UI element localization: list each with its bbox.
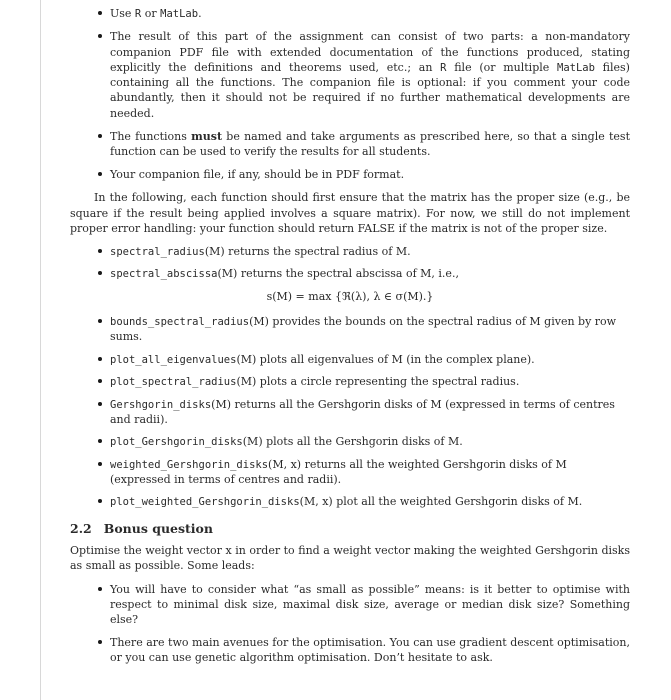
spectral-abscissa-formula: s(M) = max {ℜ(λ), λ ∈ σ(M).} xyxy=(266,289,434,303)
function-description: returns the spectral radius of M. xyxy=(224,244,411,258)
item-text: The functions xyxy=(110,129,192,143)
function-args: (M) xyxy=(204,244,225,258)
function-name: spectral_radius xyxy=(110,245,205,258)
list-item xyxy=(90,129,630,159)
function-description: returns the spectral abscissa of M, i.e., xyxy=(237,267,459,281)
section-heading xyxy=(70,520,630,537)
function-item xyxy=(90,494,630,509)
function-description: returns all the weighted Gershgorin disks of M (expressed in terms of centres and radii). xyxy=(110,457,567,487)
list-item xyxy=(90,167,630,182)
item-text: file (or multiple xyxy=(446,60,557,74)
code-matlab: MatLab xyxy=(557,61,595,74)
function-name: weighted_Gershgorin_disks xyxy=(110,458,269,471)
function-args: (M) xyxy=(242,435,263,449)
function-name: Gershgorin_disks xyxy=(110,398,212,411)
item-text: be named and take arguments as prescribed here, so that a single test function can be used to verify the results for all students. xyxy=(110,129,630,158)
function-item xyxy=(90,457,630,488)
item-text: Your companion file, if any, should be in PDF format. xyxy=(110,168,405,182)
item-text: or xyxy=(141,7,161,20)
list-item xyxy=(90,6,630,21)
function-args: (M) xyxy=(236,375,257,389)
function-description: returns all the Gershgorin disks of M (expressed in terms of centres and radii). xyxy=(110,397,615,427)
function-item xyxy=(90,314,630,345)
item-text: . xyxy=(198,7,202,20)
list-item: You will have to consider what “as small as possible” means: is it better to optimise with respect to minimal disk size, maximal disk size, average or median disk size? Something else? xyxy=(90,582,630,628)
page-edge xyxy=(40,0,41,700)
list-item: There are two main avenues for the optimisation. You can use gradient descent optimisation, or you can use genetic algorithm optimisation. Don’t hesitate to ask. xyxy=(90,635,630,665)
function-args: (M) xyxy=(211,397,232,411)
function-item xyxy=(90,374,630,389)
function-name: spectral_abscissa xyxy=(110,268,218,281)
functions-list xyxy=(90,244,630,282)
code-r: R xyxy=(134,8,142,20)
function-description: provides the bounds on the spectral radius of M given by row sums. xyxy=(110,315,617,344)
function-item xyxy=(90,244,630,259)
item-text: The result of this part of the assignment can consist of two parts: a non-mandatory companion PDF file with extended documentation of the functions produced, stating explicitly the definitions and theorems used, etc.; an xyxy=(110,30,630,74)
code-matlab: MatLab xyxy=(160,8,199,20)
function-description: plot all the weighted Gershgorin disks of M. xyxy=(332,495,583,509)
code-r: R xyxy=(440,61,447,74)
function-args: (M) xyxy=(217,267,238,281)
function-item xyxy=(90,352,630,367)
item-text: Use xyxy=(110,7,135,20)
functions-list-continued xyxy=(90,314,630,510)
function-description: plots all the Gershgorin disks of M. xyxy=(262,435,463,449)
item-text: files) containing all the functions. The companion file is optional: if you comment your code abundantly, then it should not be required if no further mathematical developments are needed. xyxy=(110,60,630,120)
function-name: plot_Gershgorin_disks xyxy=(110,436,243,449)
function-name: plot_weighted_Gershgorin_disks xyxy=(110,496,300,509)
function-args: (M, x) xyxy=(299,495,333,509)
function-description: plots a circle representing the spectral radius. xyxy=(256,375,520,389)
function-name: plot_spectral_radius xyxy=(110,376,237,389)
intro-paragraph: In the following, each function should first ensure that the matrix has the proper size (e.g., be square if the result being applied involves a square matrix). For now, we still do not implement proper error handling: your function should return FALSE if the matrix is not of the proper size. xyxy=(70,191,630,235)
function-name: plot_all_eigenvalues xyxy=(110,353,237,366)
section-number: 2.2 xyxy=(70,520,92,536)
emphasis-must: must xyxy=(191,129,223,143)
function-item xyxy=(90,397,630,428)
function-args: (M, x) xyxy=(268,457,302,471)
bonus-paragraph: Optimise the weight vector x in order to find a weight vector making the weighted Gershgorin disks as small as possible. Some leads: xyxy=(70,544,630,573)
function-args: (M) xyxy=(249,315,269,328)
function-args: (M) xyxy=(236,352,257,366)
function-description: plots all eigenvalues of M (in the complex plane). xyxy=(256,352,535,366)
requirements-list xyxy=(90,6,630,182)
list-item xyxy=(90,29,630,120)
function-item xyxy=(90,434,630,449)
function-name: bounds_spectral_radius xyxy=(110,316,250,328)
document-content xyxy=(70,6,630,673)
bonus-leads-list xyxy=(90,582,630,666)
function-item xyxy=(90,266,630,281)
section-title: Bonus question xyxy=(103,520,213,536)
